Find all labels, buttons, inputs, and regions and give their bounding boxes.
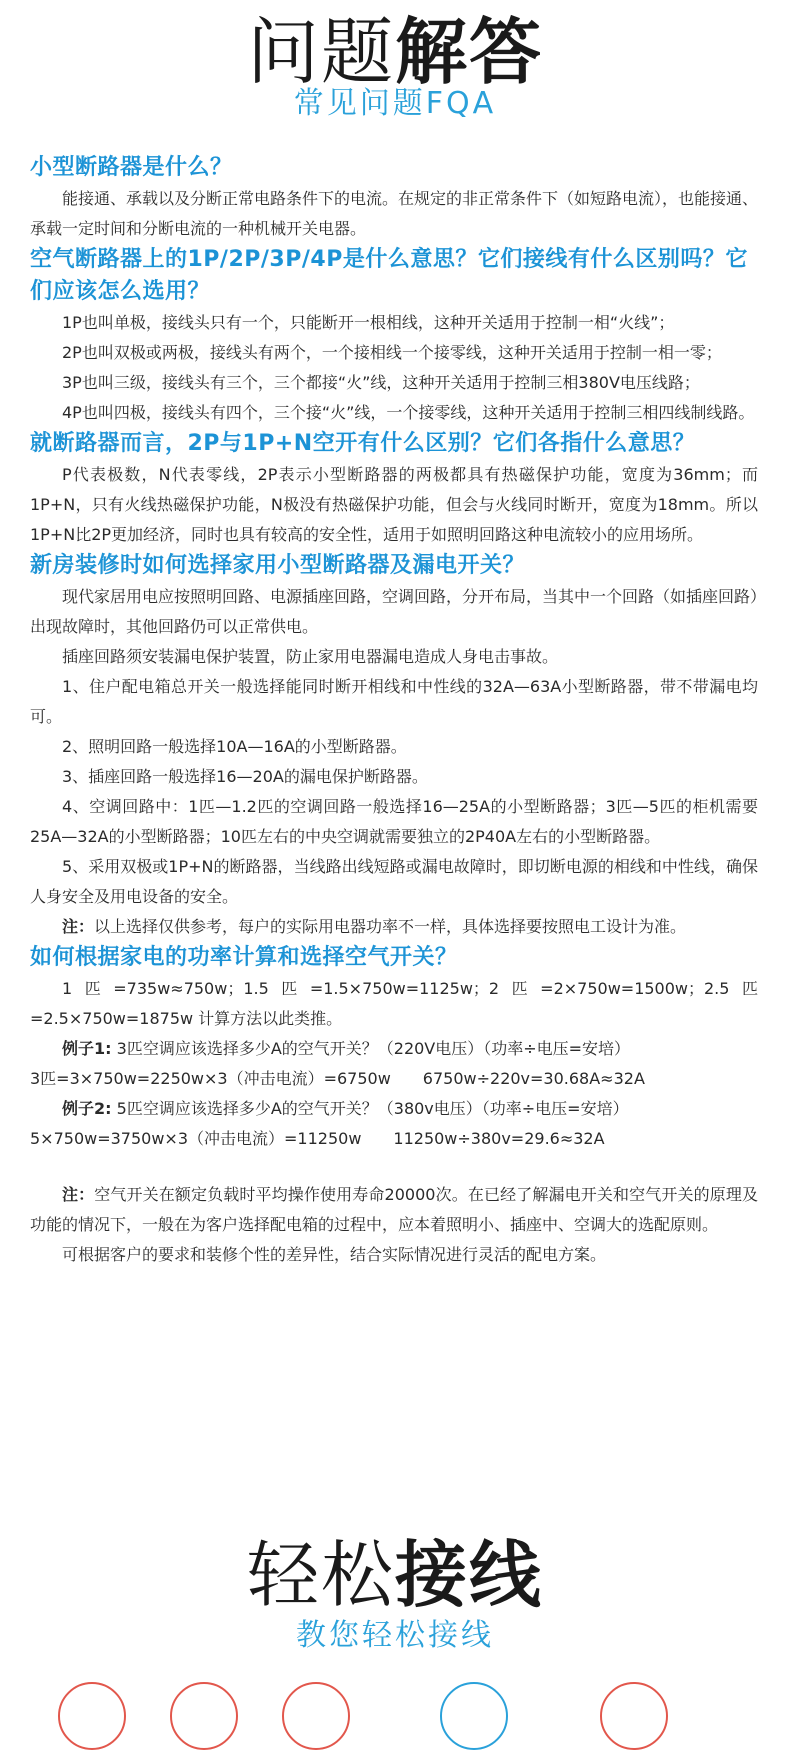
faq-content [30, 152, 758, 1270]
answer-paragraph: 1P也叫单极，接线头只有一个，只能断开一根相线，这种开关适用于控制一相“火线”； [62, 313, 675, 332]
example-question [30, 1034, 758, 1064]
answer-paragraph: P代表极数，N代表零线，2P表示小型断路器的两极都具有热磁保护功能，宽度为36mm；而1P+N，只有火线热磁保护功能，N极没有热磁保护功能，但会与火线同时断开，宽度为18mm。所以1P+N比2P更加经济，同时也具有较高的安全性，适用于如照明回路这种电流较小的应用场所。 [30, 465, 758, 544]
answer-paragraph: 3P也叫三级，接线头有三个，三个都接“火”线，这种开关适用于控制三相380V电压线路； [62, 373, 700, 392]
wiring-subtitle: 教您轻松接线 [296, 1618, 494, 1653]
question-home-selection: 新房装修时如何选择家用小型断路器及漏电开关？ [30, 553, 526, 578]
wiring-steps-strip [0, 1682, 790, 1702]
note-label: 注： [62, 917, 95, 936]
faq-title [0, 10, 790, 94]
example-calc: 3匹=3×750w=2250w×3（冲击电流）=6750w 6750w÷220v=30.68A≈32A [30, 1069, 645, 1088]
example-label: 例子2: [62, 1099, 112, 1118]
answer-paragraph: 现代家居用电应按照明回路、电源插座回路，空调回路，分开布局，当其中一个回路（如插座回路）出现故障时，其他回路仍可以正常供电。 [30, 587, 759, 636]
note-label: 注： [62, 1185, 95, 1204]
step-circle [282, 1682, 350, 1750]
answer-paragraph: 插座回路须安装漏电保护装置，防止家用电器漏电造成人身电击事故。 [62, 647, 559, 666]
answer-paragraph: 1、住户配电箱总开关一般选择能同时断开相线和中性线的32A—63A小型断路器，带不带漏电均可。 [30, 677, 758, 726]
spacer [30, 1154, 758, 1180]
question-2p-vs-1pn: 就断路器而言，2P与1P+N空开有什么区别？它们各指什么意思？ [30, 431, 696, 456]
faq-title-light: 问题 [246, 10, 395, 94]
calc-intro: 1匹=735w≈750w；1.5匹=1.5×750w=1125w；2匹=2×750w=1500w；2.5匹=2.5×750w=1875w 计算方法以此类推。 [30, 979, 758, 1028]
note-paragraph [30, 1180, 758, 1240]
question-power-calc: 如何根据家电的功率计算和选择空气开关？ [30, 945, 458, 970]
question-what-is-mcb: 小型断路器是什么？ [30, 155, 233, 180]
example-text: 3匹空调应该选择多少A的空气开关？（220V电压）（功率÷电压=安培） [111, 1039, 631, 1058]
step-circle [600, 1682, 668, 1750]
wiring-title-light: 轻松 [246, 1533, 395, 1617]
example-calc: 5×750w=3750w×3（冲击电流）=11250w 11250w÷380v=29.6≈32A [30, 1129, 605, 1148]
step-circle [440, 1682, 508, 1750]
wiring-title [0, 1533, 790, 1617]
answer-paragraph: 2P也叫双极或两极，接线头有两个，一个接相线一个接零线，这种开关适用于控制一相一零； [62, 343, 722, 362]
faq-title-bold: 解答 [395, 10, 544, 94]
answer-paragraph: 4P也叫四极，接线头有四个，三个接“火”线，一个接零线，这种开关适用于控制三相四线制线路。 [62, 403, 755, 422]
answer-paragraph: 2、照明回路一般选择10A—16A的小型断路器。 [62, 737, 407, 756]
answer-paragraph: 能接通、承载以及分断正常电路条件下的电流。在规定的非正常条件下（如短路电流），也能接通、承载一定时间和分断电流的一种机械开关电器。 [30, 189, 759, 238]
question-poles-meaning: 空气断路器上的1P/2P/3P/4P是什么意思？它们接线有什么区别吗？它们应该怎么选用？ [30, 247, 748, 304]
answer-paragraph: 5、采用双极或1P+N的断路器，当线路出线短路或漏电故障时，即切断电源的相线和中性线，确保人身安全及用电设备的安全。 [30, 857, 758, 906]
note-paragraph [30, 912, 758, 942]
wiring-title-bold: 接线 [395, 1533, 544, 1617]
step-circle [170, 1682, 238, 1750]
note-text: 以上选择仅供参考，每户的实际用电器功率不一样，具体选择要按照电工设计为准。 [94, 917, 687, 936]
step-circle [58, 1682, 126, 1750]
example-label: 例子1: [62, 1039, 112, 1058]
closing-paragraph: 可根据客户的要求和装修个性的差异性，结合实际情况进行灵活的配电方案。 [62, 1245, 607, 1264]
answer-paragraph: 3、插座回路一般选择16—20A的漏电保护断路器。 [62, 767, 428, 786]
example-text: 5匹空调应该选择多少A的空气开关？（380v电压）（功率÷电压=安培） [111, 1099, 629, 1118]
answer-paragraph: 4、空调回路中：1匹—1.2匹的空调回路一般选择16—25A的小型断路器；3匹—5匹的柜机需要25A—32A的小型断路器；10匹左右的中央空调就需要独立的2P40A左右的小型断路器。 [30, 797, 758, 846]
note-text: 空气开关在额定负载时平均操作使用寿命20000次。在已经了解漏电开关和空气开关的原理及功能的情况下，一般在为客户选择配电箱的过程中，应本着照明小、插座中、空调大的选配原则。 [30, 1185, 758, 1234]
faq-subtitle: 常见问题FQA [293, 86, 497, 121]
example-question [30, 1094, 758, 1124]
